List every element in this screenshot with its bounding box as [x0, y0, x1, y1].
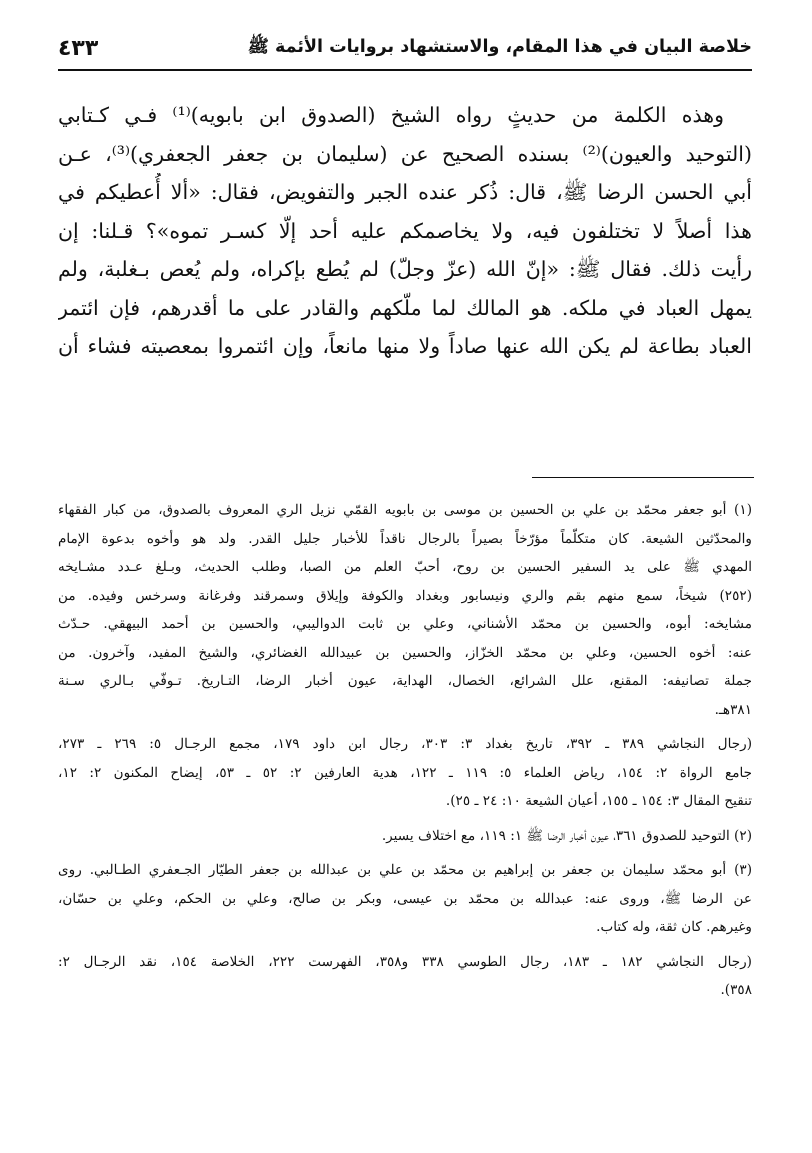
footnote-1 [58, 496, 752, 724]
footnote-divider [532, 477, 754, 478]
main-text-line: العباد بطاعة لم يكن الله عنها صاداً ولا منها مانعاً، وإن ائتمروا بمعصيته فشاء أن [58, 334, 752, 358]
running-header-title: خلاصة البيان في هذا المقام، والاستشهاد بروايات الأئمة ﷺ [247, 37, 752, 57]
footnotes [58, 496, 752, 1011]
footnote-line: تنقيح المقال ٣: ١٥٤ ـ ١٥٥، أعيان الشيعة ١٠: ٢٤ ـ ٢٥). [445, 793, 752, 809]
main-text-line: يمهل العباد في ملكه. هو المالك لما ملّكهم والقادر على ما أقدرهم، فإن ائتمر [58, 295, 752, 320]
footnote-line: (٣) أبو محمّد سليمان بن جعفر بن إبراهيم بن محمّد بن علي بن عبدالله بن جعفر الطيّار الجـعفري الطـالبي. روى [58, 862, 752, 878]
main-text [58, 96, 752, 366]
footnote-2 [58, 822, 752, 851]
footnote-line: ٣٨١هـ. [714, 701, 752, 718]
footnote-line: جامع الرواة ٢: ١٥٤، رياض العلماء ٥: ١١٩ ـ ١٢٢، هدية العارفين ٢: ٥٢ ـ ٥٣، إيضاح المكنون ٢: ١٢، [58, 764, 752, 781]
running-header [58, 30, 752, 66]
footnote-line: مشايخه: أبوه، والحسين بن محمّد الأشناني، وعلي بن ثابت الدواليبي، والحسين بن أحمد البيهقي. حـدّث [58, 616, 752, 632]
footnote-line: جملة تصانيفه: المقنع، علل الشرائع، الخصال، الهداية، عيون أخبار الرضا، التـاريخ. تـوفّي بـالري سـنة [58, 673, 752, 689]
footnote-3-references [58, 948, 752, 1005]
header-divider [58, 69, 752, 71]
footnote-line: ٣٥٨). [720, 982, 752, 998]
main-text-line: رأيت ذلك. فقال ﷺ: «إنّ الله (عزّ وجلّ) لم يُطع بإكراه، ولم يُعص بـغلبة، ولم [58, 257, 752, 281]
footnote-line: (٢) التوحيد للصدوق ٣٦١، عيون أخبار الرضا ﷺ ١: ١١٩، مع اختلاف يسير. [381, 827, 752, 844]
footnote-line: عنه: أخوه الحسين، وعلي بن محمّد الخزّاز، والحسين بن عبيدالله الغضائري، والشيخ المفيد، وآخرون. من [58, 644, 752, 661]
footnote-line: (١) أبو جعفر محمّد بن علي بن الحسين بن موسى بن بابويه القمّي نزيل الري المعروف بالصدوق، من كبار الفقهاء [58, 502, 752, 518]
footnote-line: المهدي ﷺ على يد السفير الحسين بن روح، أحبّ العلم من الصبا، وطلب الحديث، وبـلغ عـدد مشـايخه [58, 559, 752, 575]
footnote-line: (رجال النجاشي ٣٨٩ ـ ٣٩٢، تاريخ بغداد ٣: ٣٠٣، رجال ابن داود ١٧٩، مجمع الرجـال ٥: ٢٦٩ ـ ٢٧٣، [58, 736, 752, 752]
footnote-line: والمحدّثين الشيعة. كان متكلّماً مؤرّخاً بصيراً بالرجال ناقداً للأخبار جليل القدر. ولد هو وأخوه بدعوة الإمام [58, 530, 752, 547]
footnote-1-references [58, 730, 752, 816]
main-text-line: (التوحيد والعيون)⁽²⁾ بسنده الصحيح عن (سليمان بن جعفر الجعفري)⁽³⁾، عـن [58, 141, 752, 166]
footnote-line: عن الرضا ﷺ، وروى عنه: عبدالله بن محمّد بن عيسى، وبكر بن صالح، وعلي بن الحكم، وعلي بن حسّان، [58, 890, 752, 907]
main-text-line: وهذه الكلمة من حديثٍ رواه الشيخ (الصدوق ابن بابويه)⁽¹⁾ فـي كـتابي [58, 103, 724, 127]
main-text-line: هذا أصلاً لا تختلفون فيه، ولا يخاصمكم عليه أحد إلّا كسـر تموه»؟ قـلنا: إن [58, 218, 752, 243]
footnote-line: وغيرهم. كان ثقة، وله كتاب. [596, 919, 752, 935]
footnote-3 [58, 856, 752, 942]
footnote-line: (٢٥٢) شيخاً، سمع منهم بقم والري ونيسابور وبغداد والكوفة وإيلاق وسمرقند وفرغانة وسرخس وفيده. من [58, 587, 752, 604]
footnote-line: (رجال النجاشي ١٨٢ ـ ١٨٣، رجال الطوسي ٣٣٨ و٣٥٨، الفهرست ٢٢٢، الخلاصة ١٥٤، نقد الرجـال ٢: [58, 953, 752, 970]
main-text-line: أبي الحسن الرضا ﷺ، قال: ذُكر عنده الجبر والتفويض، فقال: «ألا أُعطيكم في [58, 180, 752, 204]
page-number: ٤٣٣ [58, 35, 99, 61]
